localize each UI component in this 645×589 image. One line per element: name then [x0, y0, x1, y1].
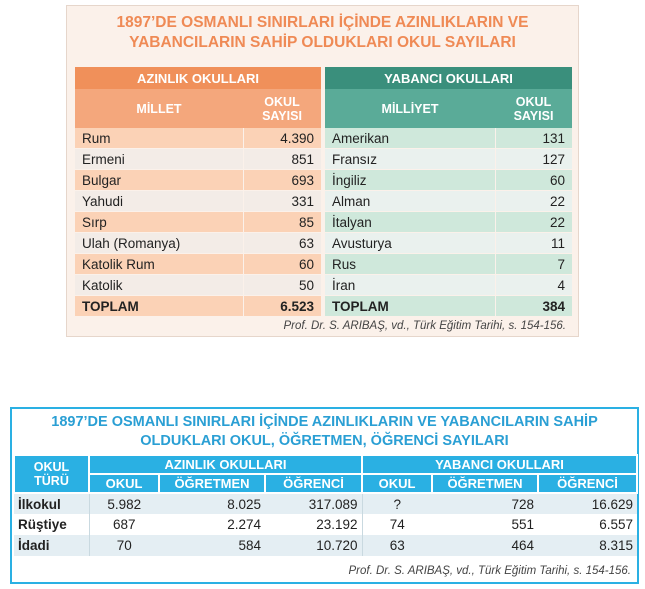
table-row: Rüştiye 687 2.274 23.192 74 551 6.557 [14, 514, 637, 535]
millet-column-header: MİLLET [75, 89, 243, 128]
left-count-column-header: OKUL SAYISI [243, 89, 321, 128]
minority-student-col-header: ÖĞRENCİ [265, 474, 362, 493]
table-row: İlkokul 5.982 8.025 317.089 ? 728 16.629 [14, 493, 637, 514]
table1-title: 1897’DE OSMANLI SINIRLARI İÇİNDE AZINLIKLARIN VE YABANCILARIN SAHİP OLDUKLARI OKUL SAYILARI [116, 14, 529, 51]
table-row: Ermeni 851 Fransız 127 [75, 149, 572, 170]
foreign-schools-header: YABANCI OKULLARI [362, 455, 637, 474]
school-teacher-student-table [10, 407, 639, 584]
total-row: TOPLAM 6.523 TOPLAM 384 [75, 296, 572, 317]
minority-teacher-col-header: ÖĞRETMEN [159, 474, 265, 493]
minority-school-col-header: OKUL [89, 474, 159, 493]
table-row: Ulah (Romanya) 63 Avusturya 11 [75, 233, 572, 254]
minority-schools-header: AZINLIK OKULLARI [75, 67, 321, 89]
table-row: Rum 4.390 Amerikan 131 [75, 128, 572, 149]
table2-source: Prof. Dr. S. ARIBAŞ, vd., Türk Eğitim Tarihi, s. 154-156. [348, 565, 631, 577]
table-row: Bulgar 693 İngiliz 60 [75, 170, 572, 191]
milliyet-column-header: MİLLİYET [325, 89, 495, 128]
school-count-table [66, 5, 579, 337]
foreign-schools-header: YABANCI OKULLARI [325, 67, 572, 89]
table-row: Sırp 85 İtalyan 22 [75, 212, 572, 233]
table-row: Katolik 50 İran 4 [75, 275, 572, 296]
right-count-column-header: OKUL SAYISI [495, 89, 572, 128]
foreign-teacher-col-header: ÖĞRETMEN [432, 474, 538, 493]
table-row: Katolik Rum 60 Rus 7 [75, 254, 572, 275]
table1-source: Prof. Dr. S. ARIBAŞ, vd., Türk Eğitim Tarihi, s. 154-156. [283, 320, 566, 332]
table-row: Yahudi 331 Alman 22 [75, 191, 572, 212]
table2-grid [13, 454, 638, 556]
minority-schools-header: AZINLIK OKULLARI [89, 455, 362, 474]
school-type-header: OKUL TÜRÜ [14, 455, 89, 493]
table-row: İdadi 70 584 10.720 63 464 8.315 [14, 535, 637, 556]
table2-title: 1897’DE OSMANLI SINIRLARI İÇİNDE AZINLIKLARIN VE YABANCILARIN SAHİP OLDUKLARI OKUL, ÖĞRETMEN, ÖĞRENCİ SAYILARI [51, 414, 598, 449]
foreign-student-col-header: ÖĞRENCİ [538, 474, 637, 493]
table1-grid [75, 67, 572, 317]
foreign-school-col-header: OKUL [362, 474, 432, 493]
